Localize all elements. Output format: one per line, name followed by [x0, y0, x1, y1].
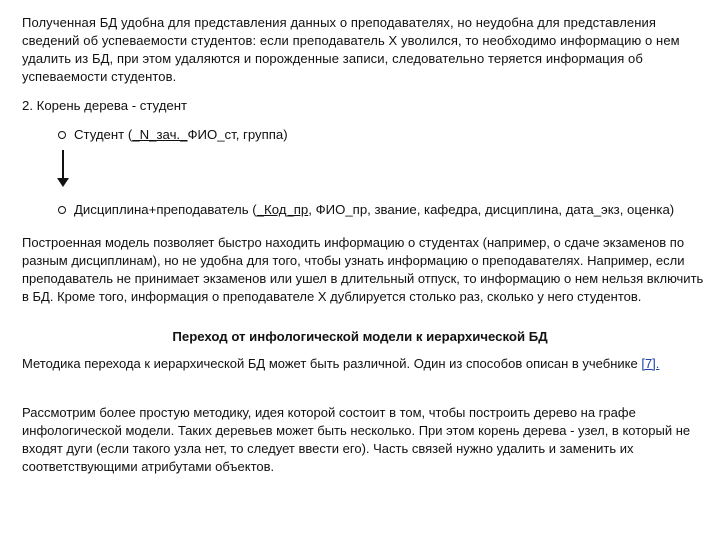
tree-arrow-line — [62, 150, 64, 180]
section-title: Переход от инфологической модели к иерархической БД — [172, 329, 548, 344]
bullet-icon — [58, 131, 66, 139]
node-discipline-key: _Код_пр — [256, 202, 309, 217]
arrow-down-icon — [57, 178, 69, 187]
node-student-key: _N_зач._ — [132, 127, 188, 142]
list-heading-root-student: 2. Корень дерева - студент — [22, 98, 188, 113]
node-student-rest: ФИО_ст, группа) — [187, 127, 288, 142]
node-discipline-rest: , ФИО_пр, звание, кафедра, дисциплина, дата_экз, оценка) — [308, 202, 675, 217]
paragraph-3-text: Методика перехода к иерархической БД может быть различной. Один из способов описан в учебнике — [22, 356, 642, 371]
tree-node-discipline-teacher — [58, 202, 674, 217]
paragraph-2: Построенная модель позволяет быстро находить информацию о студентах (например, о сдаче экзаменов по разным дисциплинам), но не удобна для того, чтобы узнать информацию о преподавателях. Например, если преподаватель не принимает экзаменов или ушел в длительный отпуск, то информацию о нем нельзя включить в БД. Кроме того, информация о преподавателе X дублируется столько раз, сколько у него студентов. — [22, 235, 704, 304]
paragraph-1: Полученная БД удобна для представления данных о преподавателях, но неудобна для представления сведений об успеваемости студентов: если преподаватель X уволился, то необходимо информацию о нем удалить из БД, при этом удаляются и порожденные записи, следовательно теряется информация об успеваемости студентов. — [22, 15, 680, 84]
bullet-icon — [58, 206, 66, 214]
paragraph-3 — [22, 355, 712, 373]
tree-node-student — [58, 127, 288, 142]
paragraph-4: Рассмотрим более простую методику, идея которой состоит в том, чтобы построить дерево на графе инфологической модели. Таких деревьев может быть несколько. При этом корень дерева - узел, в который не входят дуги (если такого узла нет, то следует ввести его). Часть связей нужно удалить и заменить их соответствующими атрибутами объектов. — [22, 405, 691, 474]
node-student-prefix: Студент ( — [74, 127, 133, 142]
reference-link-7[interactable]: [7]. — [641, 356, 660, 371]
node-discipline-prefix: Дисциплина+преподаватель ( — [74, 202, 257, 217]
